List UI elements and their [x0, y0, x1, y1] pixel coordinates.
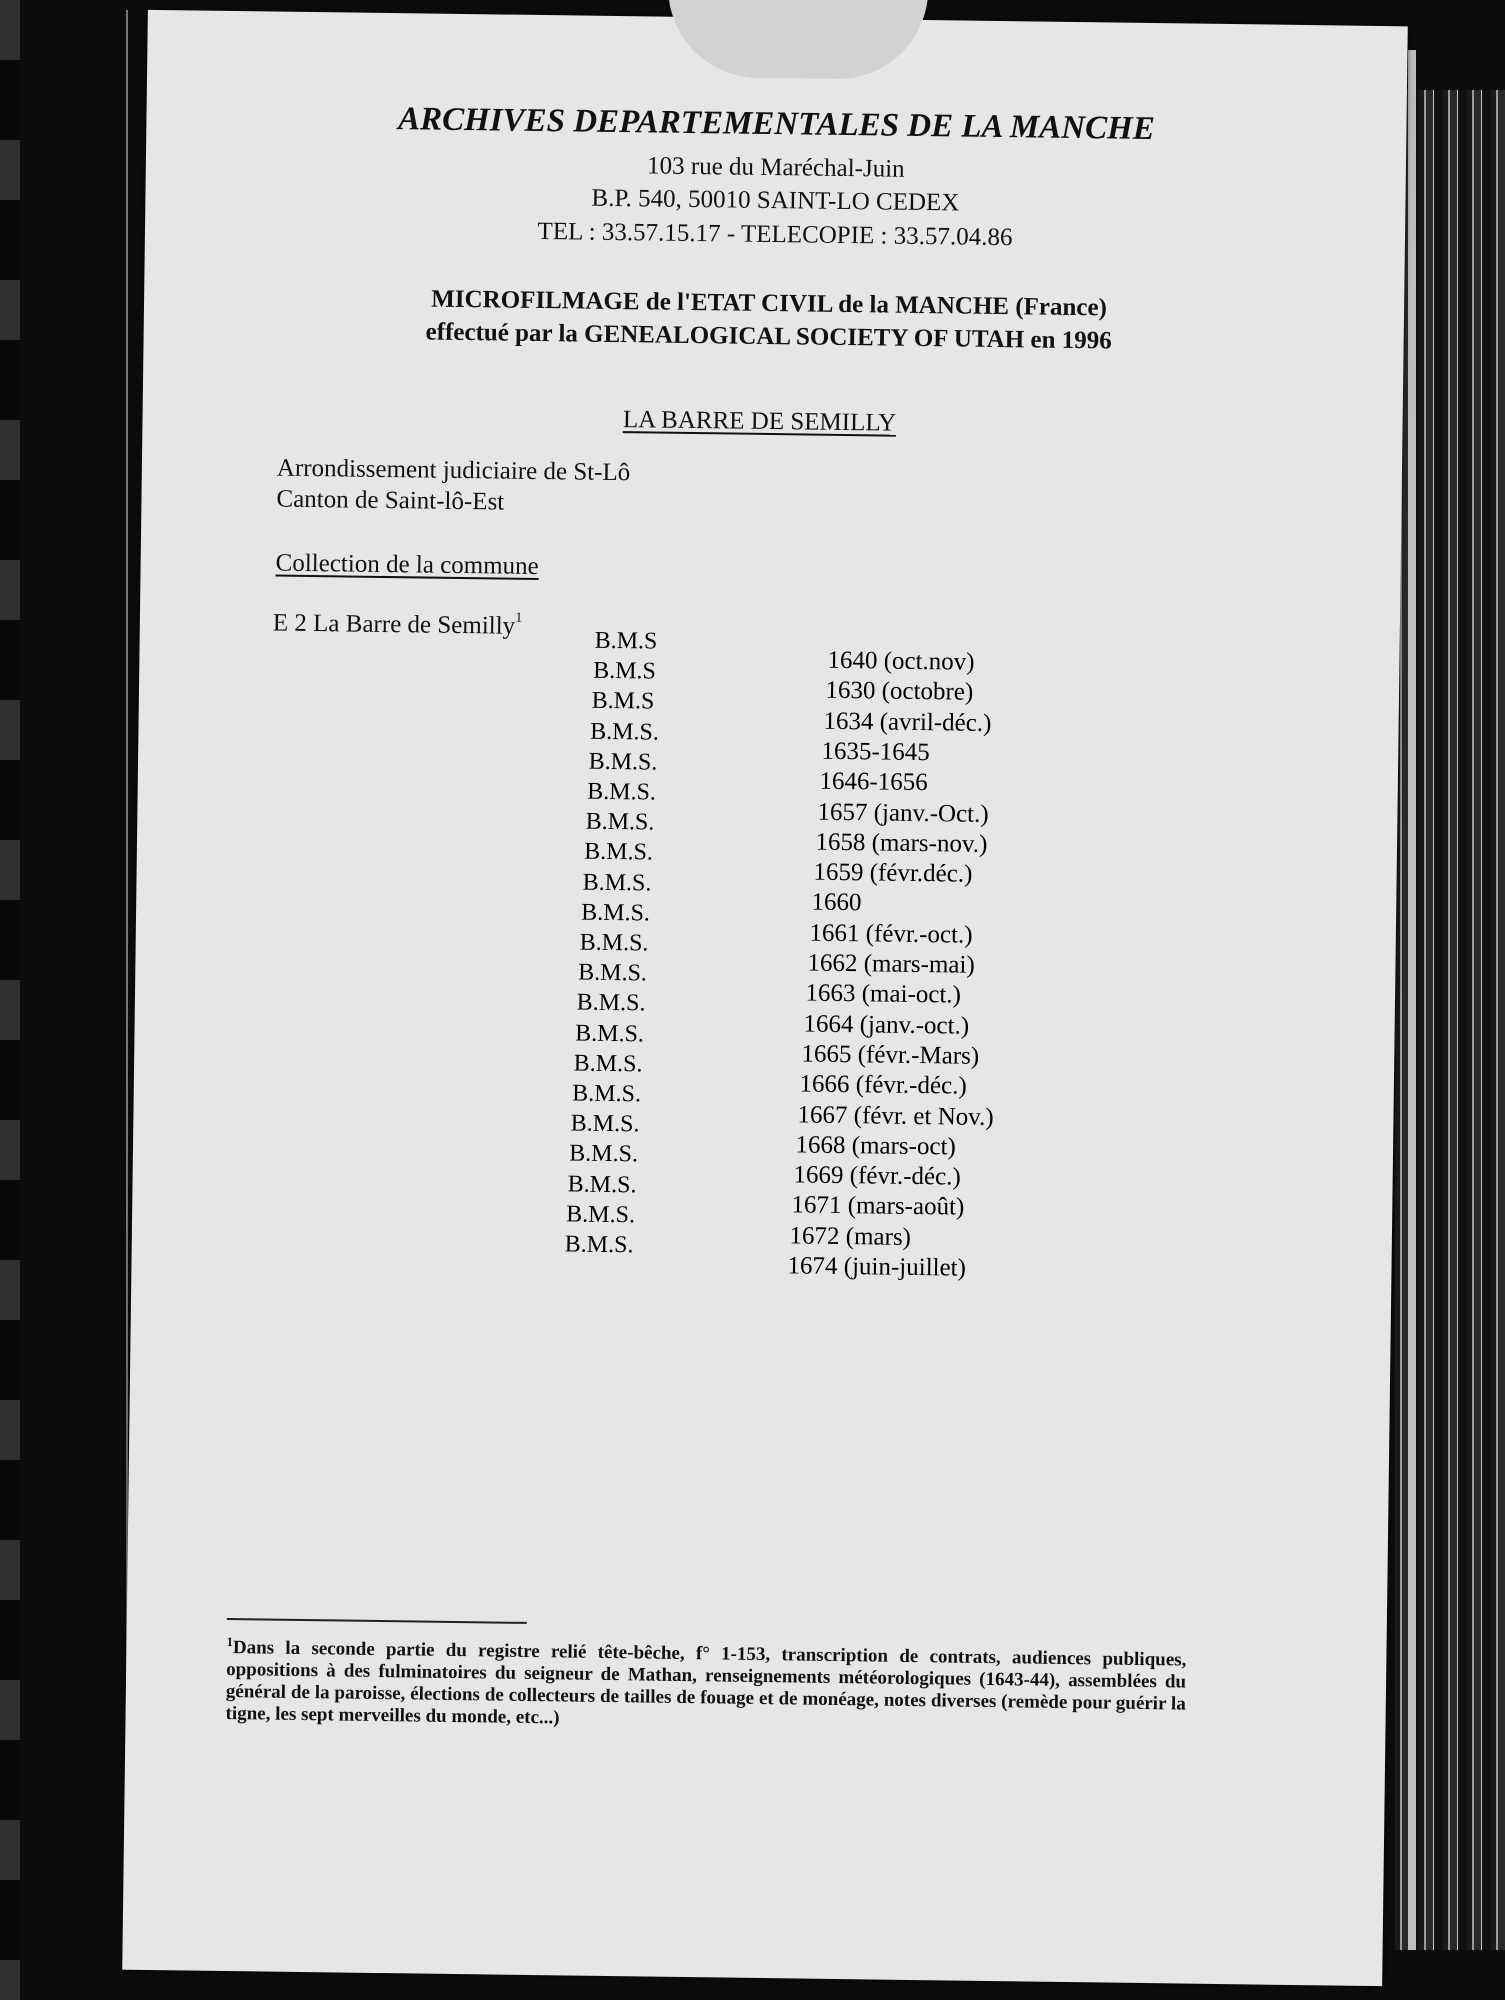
record-type: B.M.S. [576, 989, 646, 1017]
record-dates: 1657 (janv.-Oct.) [817, 798, 989, 828]
record-dates: 1672 (mars) [789, 1222, 912, 1251]
record-dates: 1640 (oct.nov) [827, 646, 975, 676]
record-dates: 1660 [811, 888, 862, 917]
record-type: B.M.S. [572, 1080, 642, 1108]
record-dates: 1634 (avril-déc.) [823, 707, 992, 737]
record-type: B.M.S. [567, 1171, 637, 1198]
arrondissement-line: Arrondissement judiciaire de St-Lô [276, 454, 631, 487]
record-type: B.M.S. [584, 839, 654, 866]
record-type: B.M.S. [582, 869, 652, 897]
record-type: B.M.S. [587, 778, 657, 806]
record-dates: 1664 (janv.-oct.) [803, 1010, 970, 1040]
footnote [225, 1631, 1186, 1738]
record-type: B.M.S. [573, 1050, 643, 1078]
record-dates: 1668 (mars-oct) [795, 1131, 957, 1161]
record-dates: 1674 (juin-juillet) [787, 1252, 967, 1282]
record-type: B.M.S. [575, 1020, 645, 1048]
record-dates: 1635-1645 [821, 737, 930, 767]
record-type: B.M.S. [566, 1201, 636, 1229]
collection-heading: Collection de la commune [275, 549, 539, 581]
canton-line: Canton de Saint-lô-Est [276, 485, 505, 516]
archive-cote [273, 608, 523, 641]
record-type: B.M.S. [581, 899, 651, 927]
archive-title: ARCHIVES DEPARTEMENTALES DE LA MANCHE [397, 101, 1156, 148]
record-type: B.M.S [592, 657, 657, 685]
record-dates: 1667 (févr. et Nov.) [797, 1100, 994, 1131]
folder-tab-notch [667, 0, 928, 80]
cote-label: E 2 La Barre de Semilly [272, 609, 516, 640]
microfilm-heading-line1: MICROFILMAGE de l'ETAT CIVIL de la MANCHE (France) [431, 285, 1108, 322]
record-dates: 1666 (févr.-déc.) [799, 1070, 967, 1100]
record-dates: 1669 (févr.-déc.) [793, 1161, 961, 1191]
footnote-separator [227, 1618, 527, 1624]
record-dates: 1671 (mars-août) [791, 1191, 965, 1222]
record-type: B.M.S. [585, 808, 655, 836]
record-dates: 1630 (octobre) [825, 677, 974, 706]
footnote-text: Dans la seconde partie du registre relié tête-bêche, f° 1-153, transcription de contrats, audiences publiques, oppositions à des fulminatoires du seigneur de Mathan, renseignements météorologiques (1643-44), assemblées du général de la paroisse, élections de collecteurs de tailles de fouage et de monéage, notes diverses (remède pour guérir la tigne, les sept merveilles du monde, etc...) [225, 1637, 1187, 1729]
record-type: B.M.S. [570, 1110, 640, 1138]
record-dates: 1663 (mai-oct.) [805, 979, 962, 1009]
record-type: B.M.S [594, 627, 658, 655]
record-type: B.M.S. [588, 748, 658, 776]
record-type: B.M.S [591, 688, 655, 715]
register-spine [1408, 50, 1416, 1950]
record-dates: 1662 (mars-mai) [807, 949, 975, 979]
record-type: B.M.S. [569, 1140, 639, 1168]
record-dates: 1646-1656 [819, 767, 928, 797]
address-postal: B.P. 540, 50010 SAINT-LO CEDEX [591, 184, 960, 217]
microfilm-heading-line2: effectué par la GENEALOGICAL SOCIETY OF UTAH en 1996 [425, 318, 1112, 355]
record-type: B.M.S. [578, 959, 648, 987]
record-type: B.M.S. [589, 718, 660, 746]
address-street: 103 rue du Maréchal-Juin [646, 152, 905, 183]
record-dates: 1658 (mars-nov.) [815, 828, 988, 858]
record-type: B.M.S. [579, 929, 649, 957]
record-dates: 1659 (févr.déc.) [813, 858, 973, 888]
record-dates: 1665 (févr.-Mars) [801, 1040, 980, 1070]
record-type: B.M.S. [564, 1231, 634, 1259]
footnote-number: 1 [226, 1634, 234, 1650]
document-page [122, 10, 1408, 1986]
commune-title: LA BARRE DE SEMILLY [622, 406, 897, 437]
scan-left-border [0, 0, 20, 2000]
address-phone: TEL : 33.57.15.17 - TELECOPIE : 33.57.04.86 [537, 217, 1013, 252]
record-dates: 1661 (févr.-oct.) [809, 919, 973, 949]
footnote-reference: 1 [515, 610, 523, 626]
